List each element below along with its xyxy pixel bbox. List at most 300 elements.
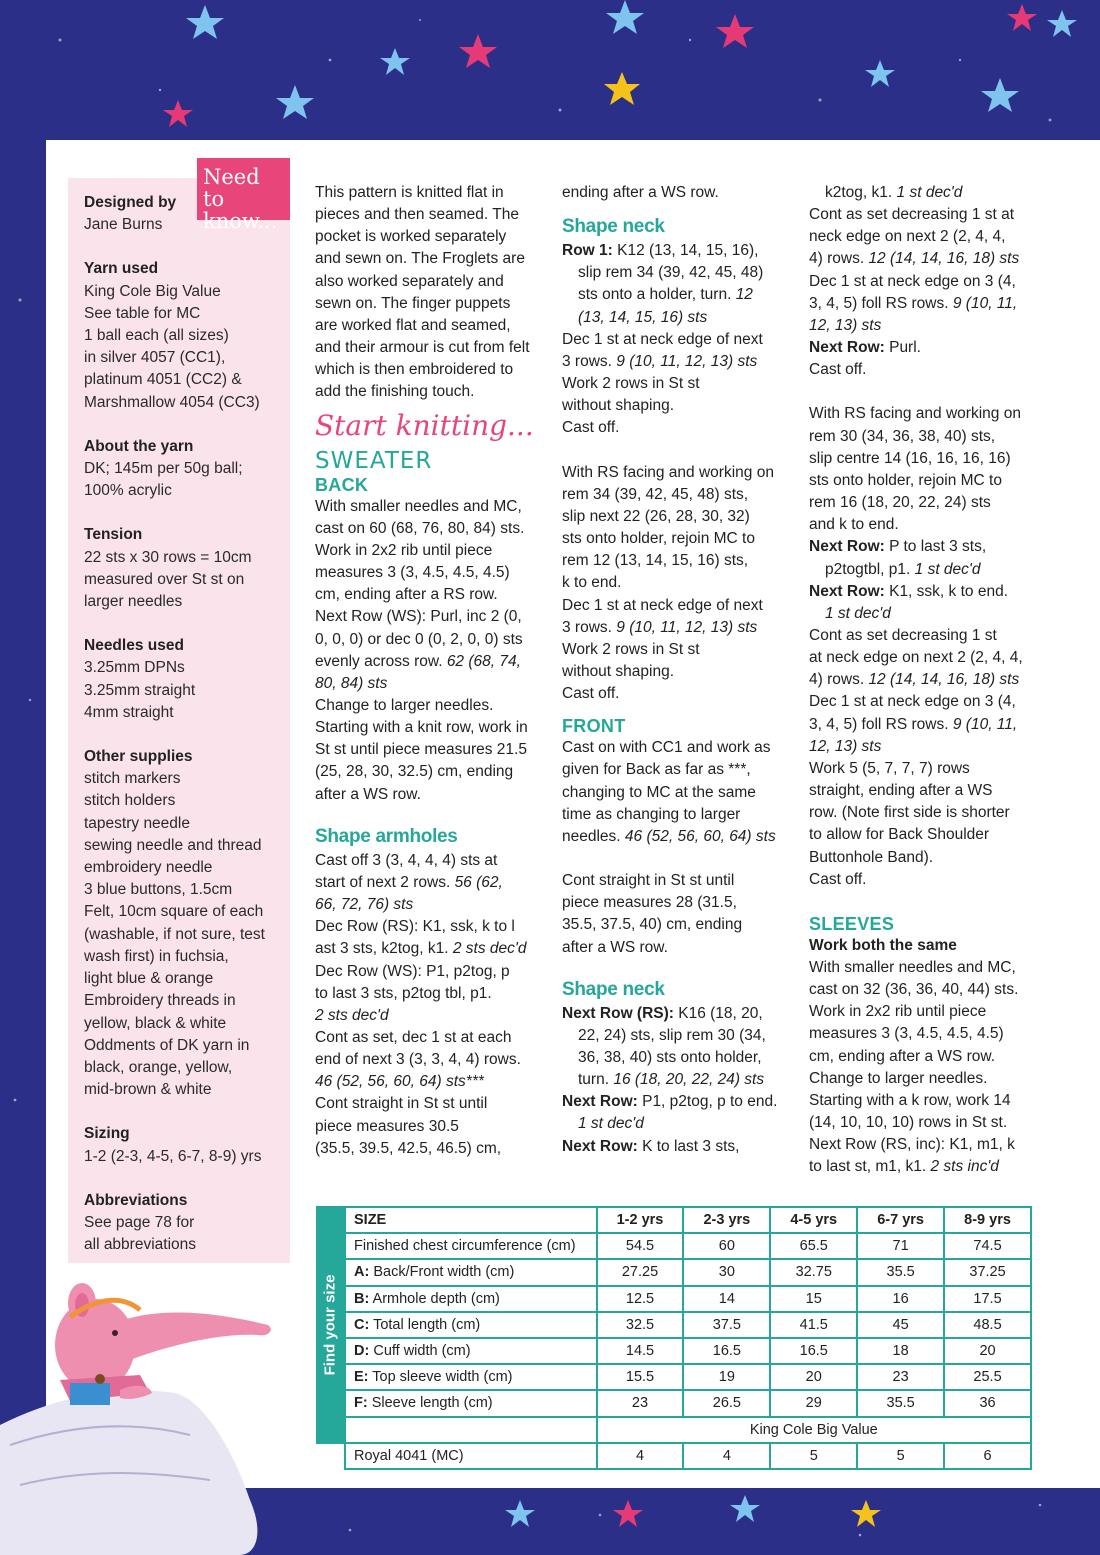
- armhole-line: Dec Row (WS): P1, p2tog, p: [315, 962, 510, 980]
- pattern-line: [809, 714, 1041, 736]
- supplies-line: wash first) in fuchsia,: [84, 947, 229, 965]
- back-line: Starting with a knit row, work in: [315, 719, 528, 737]
- row-key: D:: [354, 1343, 370, 1360]
- pattern-line: [562, 1003, 794, 1025]
- back-line: measures 3 (3, 4.5, 4.5, 4.5): [315, 564, 510, 582]
- intro-line: are worked flat and seamed,: [315, 316, 511, 334]
- pattern-line: sts onto holder, rejoin MC to: [562, 530, 755, 548]
- row-key: A:: [354, 1264, 370, 1281]
- table-header-row: [345, 1207, 1031, 1233]
- supplies-line: light blue & orange: [84, 970, 214, 988]
- supplies-line: stitch holders: [84, 792, 176, 810]
- row-label: Total length (cm): [369, 1316, 481, 1333]
- stitch-count: 16 (18, 20, 22, 24) sts: [613, 1071, 765, 1089]
- table-cell: 27.25: [597, 1259, 684, 1285]
- pattern-line: Cast off.: [562, 419, 620, 437]
- row-text: needles.: [562, 827, 621, 845]
- row-label: Next Row (RS):: [562, 1004, 674, 1022]
- stitch-count: 12 (14, 14, 16, 18) sts: [868, 250, 1020, 268]
- pattern-line: [809, 1156, 1041, 1178]
- needles-line: 3.25mm straight: [84, 681, 196, 699]
- stitch-count: 9 (10, 11, 12, 13) sts: [616, 618, 758, 636]
- table-cell: 16: [857, 1286, 944, 1312]
- pattern-line: after a WS row.: [562, 938, 668, 956]
- shape-armholes-heading: Shape armholes: [315, 825, 458, 847]
- pattern-line: without shaping.: [562, 662, 675, 680]
- abbreviations-heading: Abbreviations: [84, 1191, 188, 1209]
- pattern-line: slip next 22 (26, 28, 30, 32): [562, 507, 750, 525]
- pattern-line: without shaping.: [562, 397, 675, 415]
- pattern-line: 36, 38, 40) sts onto holder,: [578, 1049, 762, 1066]
- table-row: [345, 1417, 1031, 1443]
- row-text: P to last 3 sts,: [884, 538, 987, 556]
- row-text: K to last 3 sts,: [637, 1137, 740, 1155]
- pattern-line: Cast off.: [809, 361, 867, 379]
- pattern-line: rem 34 (39, 42, 45, 48) sts,: [562, 485, 749, 503]
- table-cell: 20: [770, 1364, 857, 1390]
- stitch-count: (13, 14, 15, 16) sts: [578, 308, 708, 326]
- supplies-line: tapestry needle: [84, 814, 190, 832]
- needles-line: 3.25mm DPNs: [84, 659, 185, 677]
- row-text: sts onto a holder, turn.: [578, 286, 732, 304]
- stitch-count: 62 (68, 74,: [446, 652, 521, 670]
- column-1: [315, 182, 547, 1160]
- designer-name: Jane Burns: [84, 216, 163, 234]
- abbreviations-line: See page 78 for: [84, 1213, 195, 1231]
- pattern-line: Cont straight in St st until: [562, 872, 735, 890]
- sizing-heading: Sizing: [84, 1125, 130, 1143]
- table-cell: 65.5: [770, 1233, 857, 1259]
- pattern-line: time as changing to larger: [562, 805, 741, 823]
- pattern-line: cast on 32 (36, 36, 40, 44) sts.: [809, 981, 1019, 999]
- supplies-line: Embroidery threads in: [84, 992, 236, 1010]
- row-label-cell: [345, 1417, 597, 1443]
- row-text: 3 rows.: [562, 618, 612, 636]
- table-header-cell: 1-2 yrs: [597, 1207, 684, 1233]
- table-cell: 37.25: [944, 1259, 1031, 1285]
- pattern-line: ending after a WS row.: [562, 184, 719, 201]
- table-cell: 14: [683, 1286, 770, 1312]
- row-label: Top sleeve width (cm): [368, 1369, 513, 1386]
- table-cell: 6: [944, 1443, 1031, 1469]
- tension-line: 22 sts x 30 rows = 10cm: [84, 548, 252, 566]
- table-cell: 5: [857, 1443, 944, 1469]
- need-to-know-line: Need to: [203, 165, 260, 211]
- pattern-line: [809, 182, 1041, 204]
- table-row: [345, 1338, 1031, 1364]
- row-label: Finished chest circumference (cm): [354, 1238, 576, 1255]
- yarn-line: 1 ball each (all sizes): [84, 327, 229, 345]
- pattern-line: rem 16 (18, 20, 22, 24) sts: [809, 494, 991, 512]
- stitch-count: 12 (14, 14, 16, 18) sts: [868, 671, 1020, 689]
- yarn-line: in silver 4057 (CC1),: [84, 349, 226, 367]
- armhole-line: (35.5, 39.5, 42.5, 46.5) cm,: [315, 1139, 502, 1157]
- row-text: 4) rows.: [809, 671, 865, 689]
- pattern-line: Cont as set decreasing 1 st at: [809, 206, 1015, 224]
- pattern-line: at neck edge on next 2 (2, 4, 4,: [809, 649, 1023, 667]
- row-text: k2tog, k1.: [825, 184, 893, 201]
- stitch-count: 66, 72, 76) sts: [315, 896, 414, 914]
- row-text: p2togtbl, p1.: [825, 560, 911, 578]
- pattern-line: Dec 1 st at neck edge of next: [562, 330, 763, 348]
- pattern-line: [809, 559, 1041, 581]
- stitch-count: 1 st dec'd: [914, 560, 981, 578]
- table-cell: 16.5: [683, 1338, 770, 1364]
- intro-line: and sewn on. The Froglets are: [315, 250, 525, 268]
- intro-line: pieces and then seamed. The: [315, 206, 519, 224]
- pattern-line: k to end.: [562, 574, 622, 592]
- armhole-text: start of next 2 rows.: [315, 873, 451, 891]
- pattern-line: slip centre 14 (16, 16, 16, 16): [809, 449, 1011, 467]
- back-line: With smaller needles and MC,: [315, 497, 522, 515]
- yarn-line: King Cole Big Value: [84, 282, 221, 300]
- stitch-count: 9 (10, 11,: [952, 715, 1018, 733]
- pattern-line: Cast on with CC1 and work as: [562, 739, 771, 757]
- row-label: Next Row:: [562, 1093, 638, 1111]
- pattern-line: Starting with a k row, work 14: [809, 1091, 1011, 1109]
- intro-line: and their armour is cut from felt: [315, 339, 530, 357]
- row-key: C:: [354, 1316, 370, 1333]
- sleeves-heading: SLEEVES: [809, 913, 895, 934]
- size-table: [344, 1206, 1032, 1470]
- back-line: 0, 0, 0) or dec 0 (0, 2, 0, 0) sts: [315, 630, 523, 648]
- table-row: [345, 1443, 1031, 1469]
- row-label-cell: [345, 1390, 597, 1416]
- table-cell: 74.5: [944, 1233, 1031, 1259]
- row-text: K16 (18, 20,: [673, 1004, 763, 1022]
- table-cell: 48.5: [944, 1312, 1031, 1338]
- pattern-line: Buttonhole Band).: [809, 848, 934, 866]
- abbreviations-line: all abbreviations: [84, 1236, 197, 1254]
- table-cell: 45: [857, 1312, 944, 1338]
- needles-heading: Needles used: [84, 637, 184, 655]
- row-text: K12 (13, 14, 15, 16),: [612, 242, 759, 260]
- intro-line: pocket is worked separately: [315, 228, 507, 246]
- back-line: Next Row (WS): Purl, inc 2 (0,: [315, 608, 522, 626]
- supplies-line: sewing needle and thread: [84, 836, 262, 854]
- table-cell: 54.5: [597, 1233, 684, 1259]
- supplies-line: Felt, 10cm square of each: [84, 903, 264, 921]
- spacer: [562, 848, 794, 870]
- supplies-line: yellow, black & white: [84, 1014, 227, 1032]
- pattern-line: Next Row (RS, inc): K1, m1, k: [809, 1136, 1015, 1154]
- supplies-line: stitch markers: [84, 770, 181, 788]
- table-row: [345, 1364, 1031, 1390]
- start-knitting-heading: Start knitting...: [315, 408, 534, 442]
- table-cell: 4: [597, 1443, 684, 1469]
- sizing-line: 1-2 (2-3, 4-5, 6-7, 8-9) yrs: [84, 1147, 262, 1165]
- intro-line: add the finishing touch.: [315, 383, 475, 401]
- row-label-cell: [345, 1312, 597, 1338]
- anteater-illustration: [0, 1275, 300, 1555]
- pattern-line: Work 5 (5, 7, 7, 7) rows: [809, 759, 970, 777]
- yarn-line: See table for MC: [84, 304, 201, 322]
- pattern-line: rem 30 (34, 36, 38, 40) sts,: [809, 427, 996, 445]
- stitch-count: 80, 84) sts: [315, 674, 388, 692]
- row-label: Armhole depth (cm): [369, 1290, 500, 1307]
- row-label: Next Row:: [809, 538, 885, 556]
- about-yarn-line: 100% acrylic: [84, 482, 172, 500]
- pattern-line: rem 12 (13, 14, 15, 16) sts,: [562, 552, 749, 570]
- sweater-heading: SWEATER: [315, 447, 433, 474]
- pattern-line: cm, ending after a WS row.: [809, 1047, 996, 1065]
- supplies-line: black, orange, yellow,: [84, 1058, 233, 1076]
- table-cell: 32.5: [597, 1312, 684, 1338]
- row-key: E:: [354, 1369, 369, 1386]
- supplies-line: Oddments of DK yarn in: [84, 1036, 250, 1054]
- row-label-cell: Royal 4041 (MC): [345, 1443, 597, 1469]
- table-cell: 23: [857, 1364, 944, 1390]
- row-text: P1, p2tog, p to end.: [637, 1093, 778, 1111]
- front-heading: FRONT: [562, 716, 626, 737]
- table-cell: 35.5: [857, 1390, 944, 1416]
- armhole-line: [315, 872, 547, 894]
- pattern-line: [562, 284, 794, 306]
- table-cell: 60: [683, 1233, 770, 1259]
- yarn-line: Marshmallow 4054 (CC3): [84, 393, 260, 411]
- supplies-line: 3 blue buttons, 1.5cm: [84, 881, 233, 899]
- row-label: Next Row:: [562, 1137, 638, 1155]
- pattern-line: row. (Note first side is shorter: [809, 804, 1010, 822]
- pattern-line: Cast off.: [562, 685, 620, 703]
- row-text: 3, 4, 5) foll RS rows.: [809, 715, 949, 733]
- row-label: Sleeve length (cm): [367, 1395, 493, 1412]
- pattern-line: (14, 10, 10, 10) rows in St st.: [809, 1114, 1008, 1132]
- designed-by-heading: Designed by: [84, 194, 177, 211]
- armhole-text: ast 3 sts, k2tog, k1.: [315, 940, 449, 958]
- armhole-line: [315, 938, 547, 960]
- table-cell: 17.5: [944, 1286, 1031, 1312]
- table-cell: 20: [944, 1338, 1031, 1364]
- row-label-cell: [345, 1233, 597, 1259]
- about-yarn-heading: About the yarn: [84, 437, 194, 455]
- armhole-line: end of next 3 (3, 3, 4, 4) rows.: [315, 1051, 521, 1069]
- pattern-line: [562, 1091, 794, 1113]
- row-key: F:: [354, 1395, 368, 1412]
- intro-line: sewn on. The finger puppets: [315, 294, 511, 312]
- pattern-line: [562, 617, 794, 639]
- pattern-line: [809, 536, 1041, 558]
- row-label: Row 1:: [562, 242, 613, 260]
- armhole-line: piece measures 30.5: [315, 1117, 459, 1135]
- pattern-line: With RS facing and working on: [809, 405, 1021, 423]
- stitch-count: 1 st dec'd: [896, 184, 963, 201]
- pattern-line: [809, 581, 1041, 603]
- pattern-line: With smaller needles and MC,: [809, 959, 1016, 976]
- pattern-line: straight, ending after a WS: [809, 782, 993, 800]
- need-to-know-tag: [197, 158, 290, 233]
- table-cell: 71: [857, 1233, 944, 1259]
- pattern-line: [562, 826, 794, 848]
- back-line: (25, 28, 30, 32.5) cm, ending: [315, 763, 514, 781]
- table-header-cell: 6-7 yrs: [857, 1207, 944, 1233]
- table-cell: 5: [770, 1443, 857, 1469]
- row-label-cell: [345, 1364, 597, 1390]
- pattern-line: With RS facing and working on: [562, 463, 774, 481]
- table-header-cell: SIZE: [345, 1207, 597, 1233]
- row-text: 3, 4, 5) foll RS rows.: [809, 294, 949, 312]
- stitch-count: 1 st dec'd: [825, 604, 891, 622]
- spacer: [809, 381, 1041, 403]
- armhole-line: to last 3 sts, p2tog tbl, p1.: [315, 984, 492, 1002]
- column-2: [562, 182, 794, 1158]
- table-row: [345, 1312, 1031, 1338]
- column-3: [809, 182, 1041, 1179]
- pattern-line: [809, 337, 1041, 359]
- table-cell: 37.5: [683, 1312, 770, 1338]
- shape-neck-heading: Shape neck: [562, 216, 665, 238]
- pattern-line: [809, 248, 1041, 270]
- back-line: [315, 651, 547, 673]
- yarn-used-heading: Yarn used: [84, 260, 159, 278]
- back-line: Work in 2x2 rib until piece: [315, 541, 493, 559]
- armhole-line: Cont straight in St st until: [315, 1095, 488, 1113]
- pattern-line: [562, 1069, 794, 1091]
- stitch-count: 12: [735, 286, 753, 304]
- pattern-line: slip rem 34 (39, 42, 45, 48): [578, 264, 764, 282]
- pattern-line: changing to MC at the same: [562, 783, 756, 801]
- pattern-line: to allow for Back Shoulder: [809, 826, 990, 844]
- stitch-count: 56 (62,: [454, 873, 503, 891]
- pattern-line: Work 2 rows in St st: [562, 640, 700, 658]
- table-cell: 15: [770, 1286, 857, 1312]
- back-line: cast on 60 (68, 76, 80, 84) sts.: [315, 519, 525, 537]
- pattern-line: Dec 1 st at neck edge on 3 (4,: [809, 693, 1016, 711]
- row-key: B:: [354, 1290, 370, 1307]
- needles-line: 4mm straight: [84, 703, 174, 721]
- table-cell: 12.5: [597, 1286, 684, 1312]
- need-to-know-line: know...: [203, 209, 278, 233]
- stitch-count: 9 (10, 11,: [952, 294, 1018, 312]
- armhole-line: Cast off 3 (3, 4, 4, 4) sts at: [315, 851, 498, 869]
- pattern-line: Dec 1 st at neck edge of next: [562, 596, 763, 614]
- pattern-line: measures 3 (3, 4.5, 4.5, 4.5): [809, 1025, 1004, 1043]
- table-cell: 32.75: [770, 1259, 857, 1285]
- pattern-line: Work in 2x2 rib until piece: [809, 1003, 987, 1021]
- row-label: Back/Front width (cm): [369, 1264, 515, 1281]
- pattern-line: [562, 351, 794, 373]
- table-cell: 41.5: [770, 1312, 857, 1338]
- back-heading: BACK: [315, 474, 369, 495]
- pattern-line: 35.5, 37.5, 40) cm, ending: [562, 916, 743, 934]
- work-both-same: Work both the same: [809, 936, 957, 954]
- pattern-line: Cont as set decreasing 1 st: [809, 626, 997, 644]
- shape-neck-heading: Shape neck: [562, 978, 665, 1000]
- row-text: Purl.: [884, 339, 921, 357]
- pattern-line: given for Back as far as ***,: [562, 761, 751, 779]
- back-line: cm, ending after a RS row.: [315, 586, 498, 604]
- intro-line: This pattern is knitted flat in: [315, 184, 504, 201]
- stitch-count: 2 sts inc'd: [930, 1158, 999, 1176]
- pattern-line: [562, 1136, 794, 1158]
- pattern-line: [809, 669, 1041, 691]
- row-label-cell: [345, 1338, 597, 1364]
- back-line-text: evenly across row.: [315, 652, 443, 670]
- row-label-cell: [345, 1259, 597, 1285]
- row-text: turn.: [578, 1071, 610, 1089]
- table-row: [345, 1286, 1031, 1312]
- table-cell: 30: [683, 1259, 770, 1285]
- row-text: 3 rows.: [562, 352, 612, 370]
- about-yarn-line: DK; 145m per 50g ball;: [84, 460, 243, 478]
- row-label-cell: [345, 1286, 597, 1312]
- row-text: to last st, m1, k1.: [809, 1158, 927, 1176]
- pattern-line: piece measures 28 (31.5,: [562, 894, 737, 912]
- stitch-count: 9 (10, 11, 12, 13) sts: [616, 352, 758, 370]
- supplies-line: mid-brown & white: [84, 1081, 212, 1099]
- find-your-size-label: [316, 1206, 344, 1444]
- table-cell: 19: [683, 1364, 770, 1390]
- row-label: Cuff width (cm): [369, 1343, 471, 1360]
- supplies-heading: Other supplies: [84, 748, 193, 766]
- supplies-line: (washable, if not sure, test: [84, 925, 265, 943]
- table-cell: 16.5: [770, 1338, 857, 1364]
- back-line: Change to larger needles.: [315, 696, 494, 714]
- pattern-line: [809, 293, 1041, 315]
- table-header-cell: 8-9 yrs: [944, 1207, 1031, 1233]
- table-header-cell: 2-3 yrs: [683, 1207, 770, 1233]
- table-cell: 18: [857, 1338, 944, 1364]
- table-cell: 25.5: [944, 1364, 1031, 1390]
- spacer: [562, 440, 794, 462]
- pattern-line: 22, 24) sts, slip rem 30 (34,: [578, 1026, 766, 1044]
- intro-line: also worked separately and: [315, 272, 504, 290]
- pattern-line: [562, 240, 794, 262]
- table-cell: 15.5: [597, 1364, 684, 1390]
- table-row: [345, 1390, 1031, 1416]
- need-to-know-sidebar: [68, 178, 290, 1263]
- stitch-count: 2 sts dec'd: [315, 1006, 389, 1024]
- supplies-line: embroidery needle: [84, 859, 213, 877]
- stitch-count: 2 sts dec'd: [452, 940, 527, 958]
- row-label: Next Row:: [809, 339, 885, 357]
- pattern-line: Work 2 rows in St st: [562, 375, 700, 393]
- tension-heading: Tension: [84, 526, 143, 544]
- pattern-line: neck edge on next 2 (2, 4, 4,: [809, 228, 1006, 246]
- row-label: Next Row:: [809, 582, 885, 600]
- stitch-count: 46 (52, 56, 60, 64) sts***: [315, 1073, 484, 1091]
- row-text: 4) rows.: [809, 250, 865, 268]
- tension-line: larger needles: [84, 593, 183, 611]
- table-cell: 23: [597, 1390, 684, 1416]
- table-cell: 14.5: [597, 1338, 684, 1364]
- stitch-count: 12, 13) sts: [809, 737, 882, 755]
- table-cell: 26.5: [683, 1390, 770, 1416]
- pattern-line: Dec 1 st at neck edge on 3 (4,: [809, 272, 1016, 290]
- yarn-line: platinum 4051 (CC2) &: [84, 371, 242, 389]
- armhole-line: Dec Row (RS): K1, ssk, k to l: [315, 918, 515, 936]
- table-cell: 4: [683, 1443, 770, 1469]
- table-row: [345, 1233, 1031, 1259]
- stitch-count: 46 (52, 56, 60, 64) sts: [624, 827, 776, 845]
- pattern-line: sts onto holder, rejoin MC to: [809, 471, 1002, 489]
- pattern-line: Change to larger needles.: [809, 1069, 988, 1087]
- stitch-count: 12, 13) sts: [809, 316, 882, 334]
- table-cell: 35.5: [857, 1259, 944, 1285]
- table-header-cell: 4-5 yrs: [770, 1207, 857, 1233]
- table-cell: 29: [770, 1390, 857, 1416]
- yarn-row-label: King Cole Big Value: [597, 1417, 1031, 1443]
- pattern-line: and k to end.: [809, 516, 899, 534]
- back-line: St st until piece measures 21.5: [315, 741, 527, 759]
- table-cell: 36: [944, 1390, 1031, 1416]
- stitch-count: 1 st dec'd: [578, 1115, 644, 1133]
- intro-line: which is then embroidered to: [315, 361, 514, 379]
- pattern-line: Cast off.: [809, 870, 867, 888]
- find-your-size-text: Find your size: [321, 1274, 339, 1376]
- table-row: [345, 1259, 1031, 1285]
- back-line: after a WS row.: [315, 785, 421, 803]
